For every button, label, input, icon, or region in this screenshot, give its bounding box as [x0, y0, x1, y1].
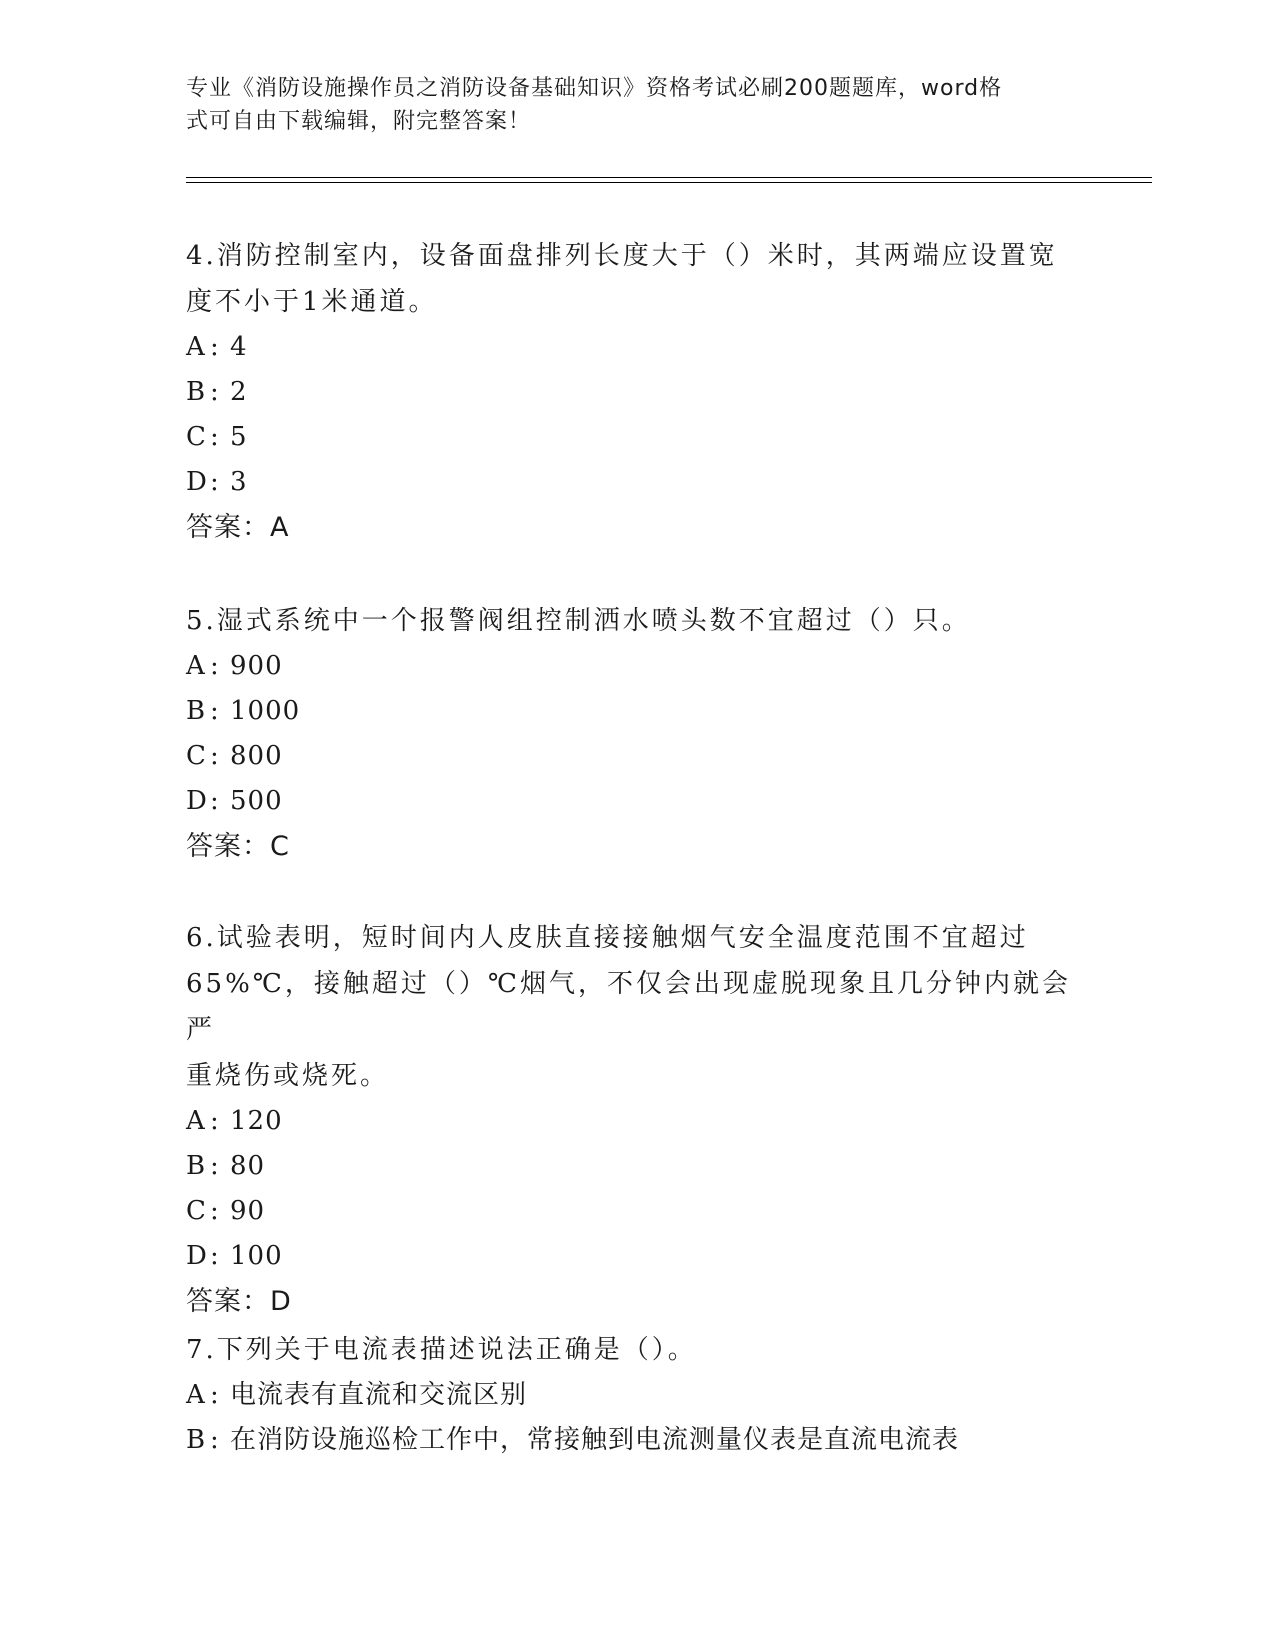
option-letter: B [186, 1425, 207, 1455]
option-separator: : [210, 467, 220, 497]
header-divider-top [186, 177, 1152, 178]
header-title-line-1: 专业《消防设施操作员之消防设备基础知识》资格考试必刷200题题库，word格 [186, 76, 1003, 101]
question-stem-line: 重烧伤或烧死。 [186, 1061, 390, 1091]
option-letter: C [186, 1196, 207, 1226]
answer-label: 答案：A [186, 512, 290, 543]
question-6 [186, 915, 1086, 1325]
question-5 [186, 598, 1086, 870]
option-letter: B [186, 1151, 207, 1181]
option-letter: A [186, 651, 206, 681]
option-letter: C [186, 741, 207, 771]
option-text: 2 [230, 377, 248, 407]
option-letter: B [186, 377, 207, 407]
option-text: 800 [230, 741, 283, 771]
option-c [186, 1189, 1086, 1234]
option-d [186, 779, 1086, 824]
option-letter: A [186, 1380, 206, 1410]
question-stem-line: 4.消防控制室内，设备面盘排列长度大于（）米时，其两端应设置宽 [186, 241, 1058, 271]
option-letter: D [186, 467, 208, 497]
option-separator: : [210, 1196, 220, 1226]
option-separator: : [210, 1241, 220, 1271]
option-text: 500 [230, 786, 283, 816]
option-letter: C [186, 422, 207, 452]
option-c [186, 415, 1086, 460]
option-a [186, 644, 1086, 689]
option-text: 900 [230, 651, 283, 681]
question-4 [186, 233, 1086, 551]
option-separator: : [210, 1380, 220, 1410]
option-b [186, 370, 1086, 415]
option-text: 4 [230, 332, 248, 362]
option-b [186, 689, 1086, 734]
option-text: 1000 [230, 696, 301, 726]
option-a [186, 1099, 1086, 1144]
option-separator: : [210, 696, 220, 726]
option-separator: : [210, 1151, 220, 1181]
option-separator: : [210, 332, 220, 362]
option-letter: A [186, 332, 206, 362]
option-d [186, 460, 1086, 505]
option-b [186, 1144, 1086, 1189]
answer-label: 答案：D [186, 1286, 292, 1317]
question-stem-line: 6.试验表明，短时间内人皮肤直接接触烟气安全温度范围不宜超过 [186, 923, 1029, 953]
option-separator: : [210, 741, 220, 771]
option-text: 90 [230, 1196, 266, 1226]
option-text: 5 [230, 422, 248, 452]
option-d [186, 1234, 1086, 1279]
option-separator: : [210, 651, 220, 681]
option-separator: : [210, 377, 220, 407]
question-stem-line: 65%℃，接触超过（）℃烟气，不仅会出现虚脱现象且几分钟内就会严 [186, 969, 1071, 1045]
question-7 [186, 1327, 1086, 1463]
option-separator: : [210, 786, 220, 816]
option-text: 120 [230, 1106, 283, 1136]
header-divider-bottom [186, 182, 1152, 183]
option-letter: D [186, 1241, 208, 1271]
option-text: 80 [230, 1151, 266, 1181]
option-text: 电流表有直流和交流区别 [230, 1380, 528, 1410]
option-c [186, 734, 1086, 779]
option-separator: : [210, 1425, 220, 1455]
document-header [186, 72, 1086, 138]
header-title-line-2: 式可自由下载编辑，附完整答案！ [186, 109, 532, 134]
answer-label: 答案：C [186, 831, 290, 862]
question-stem-line: 5.湿式系统中一个报警阀组控制洒水喷头数不宜超过（）只。 [186, 606, 971, 636]
option-letter: D [186, 786, 208, 816]
option-separator: : [210, 1106, 220, 1136]
option-letter: B [186, 696, 207, 726]
option-text: 在消防设施巡检工作中，常接触到电流测量仪表是直流电流表 [230, 1425, 960, 1455]
option-a [186, 325, 1086, 370]
question-stem-line: 度不小于1米通道。 [186, 287, 438, 317]
option-letter: A [186, 1106, 206, 1136]
option-a [186, 1373, 1086, 1418]
option-text: 100 [230, 1241, 283, 1271]
question-stem-line: 7.下列关于电流表描述说法正确是（）。 [186, 1335, 697, 1365]
option-text: 3 [230, 467, 248, 497]
option-b [186, 1418, 1086, 1463]
option-separator: : [210, 422, 220, 452]
